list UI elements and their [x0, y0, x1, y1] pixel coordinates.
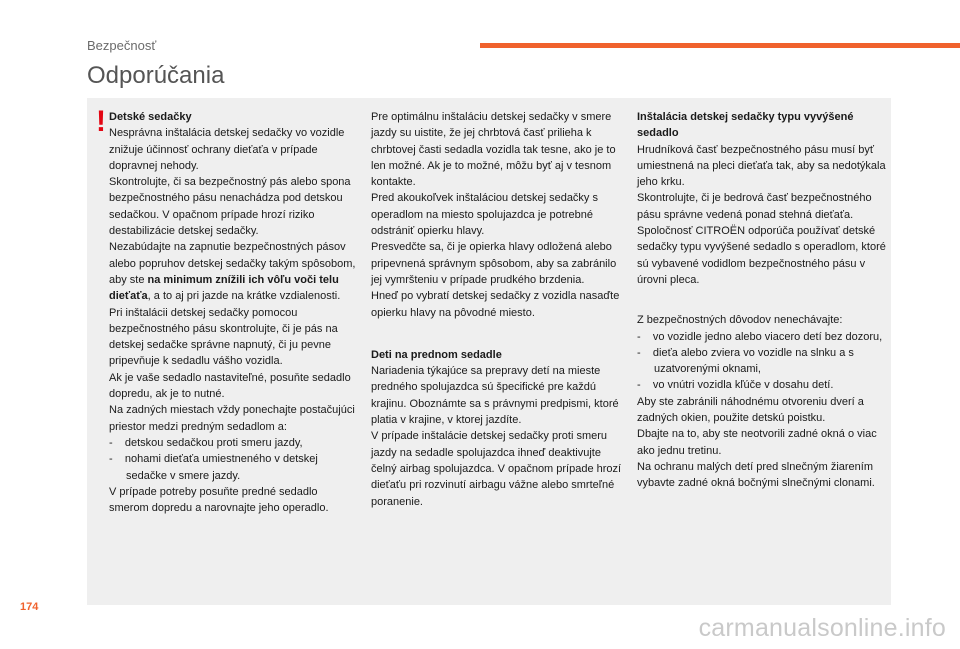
list-item: - nohami dieťaťa umiestneného v detskej sedačke v smere jazdy.: [109, 453, 318, 482]
warning-icon: !: [96, 105, 106, 138]
paragraph: Z bezpečnostných dôvodov nenechávajte:: [637, 314, 843, 327]
paragraph: Na ochranu malých detí pred slnečným žiarením vybavte zadné okná bočnými slnečnými clonami.: [637, 460, 875, 490]
paragraph: Na zadných miestach vždy ponechajte postačujúci priestor medzi predným sedadlom a:: [109, 404, 355, 433]
header-accent-bar: [480, 43, 960, 48]
paragraph: Pred akoukoľvek inštaláciou detskej sedačky s operadlom na miesto spolujazdca je potrebné odstrániť opierku hlavy.: [371, 192, 598, 238]
paragraph: V prípade inštalácie detskej sedačky proti smeru jazdy na sedadle spolujazdca ihneď deaktivujte čelný airbag spolujazdca. V opačnom prípade hrozí dieťaťu pri rozvinutí airbagu vážne alebo smrteľné poranenie.: [371, 430, 622, 508]
column-child-seats: [109, 109, 359, 516]
paragraph: Pre optimálnu inštaláciu detskej sedačky v smere jazdy su uistite, že jej chrbtová časť prilieha k chrbtovej časti sedadla vozidla tak tesne, ako je to len možné. Ak je to možné, môžu byť aj v tesnom kontakte.: [371, 111, 616, 189]
paragraph: Nariadenia týkajúce sa prepravy detí na mieste predného spolujazdca sú špecifické pre každú krajinu. Oboznámte sa s právnymi predpismi, ktoré platia v krajine, v ktorej jazdíte.: [371, 365, 619, 427]
paragraph: Aby ste zabránili náhodnému otvoreniu dverí a zadných okien, použite detskú poistku.: [637, 395, 864, 425]
column-headrest: [371, 109, 623, 510]
list-item: - detskou sedačkou proti smeru jazdy,: [109, 436, 303, 449]
watermark: carmanualsonline.info: [698, 614, 946, 642]
paragraph: Nezabúdajte na zapnutie bezpečnostných pásov alebo popruhov detskej sedačky takým spôsobom, aby ste na minimum znížili ich vôľu voči telu dieťaťa, a to aj pri jazde na krátke vzdialenosti.: [109, 241, 356, 303]
column-booster-seat: [637, 109, 887, 492]
page-title: Odporúčania: [87, 62, 225, 89]
page-number: 174: [20, 601, 39, 613]
paragraph: Dbajte na to, aby ste neotvorili zadné okná o viac ako jednu tretinu.: [637, 428, 877, 457]
heading-booster-seat: Inštalácia detskej sedačky typu vyvýšené sedadlo: [637, 111, 854, 140]
paragraph: Pri inštalácii detskej sedačky pomocou bezpečnostného pásu skontrolujte, či je pás na detskej sedačke správne napnutý, či ju pevne pripevňuje k sedadlu vášho vozidla.: [109, 306, 338, 368]
paragraph: V prípade potreby posuňte predné sedadlo smerom dopredu a narovnajte jeho operadlo.: [109, 485, 329, 515]
list-item: - vo vozidle jedno alebo viacero detí bez dozoru,: [637, 330, 883, 343]
heading-child-seats: Detské sedačky: [109, 111, 192, 123]
paragraph: Spoločnosť CITROËN odporúča používať detské sedačky typu vyvýšené sedadlo s operadlom, ktoré sú vybavené vodidlom bezpečnostného pásu v úrovni pleca.: [637, 225, 886, 286]
paragraph: Hneď po vybratí detskej sedačky z vozidla nasaďte opierku hlavy na pôvodné miesto.: [371, 290, 620, 319]
paragraph: Skontrolujte, či je bedrová časť bezpečnostného pásu správne vedená ponad stehná dieťaťa.: [637, 192, 872, 221]
paragraph: Hrudníková časť bezpečnostného pásu musí byť umiestnená na pleci dieťaťa tak, aby sa nedotýkala jeho krku.: [637, 143, 886, 189]
paragraph: Presvedčte sa, či je opierka hlavy odložená alebo pripevnená správnym spôsobom, aby sa zabránilo jej vymršteniu v prípade prudkého brzdenia.: [371, 241, 617, 286]
section-label: Bezpečnosť: [87, 38, 157, 53]
heading-front-seat: Deti na prednom sedadle: [371, 348, 502, 361]
paragraph: Nesprávna inštalácia detskej sedačky vo vozidle znižuje účinnosť ochrany dieťaťa v prípade dopravnej nehody.: [109, 127, 345, 172]
list-item: - vo vnútri vozidla kľúče v dosahu detí.: [637, 379, 834, 392]
paragraph: Ak je vaše sedadlo nastaviteľné, posuňte sedadlo dopredu, ak je to nutné.: [109, 371, 351, 401]
paragraph: Skontrolujte, či sa bezpečnostný pás alebo spona bezpečnostného pásu nenachádza pod detskou sedačkou. V opačnom prípade hrozí riziko destabilizácie detskej sedačky.: [109, 176, 351, 238]
list-item: - dieťa alebo zviera vo vozidle na slnku a s uzatvorenými oknami,: [637, 346, 854, 376]
emphasis: na minimum znížili ich vôľu voči telu dieťaťa: [109, 273, 339, 303]
